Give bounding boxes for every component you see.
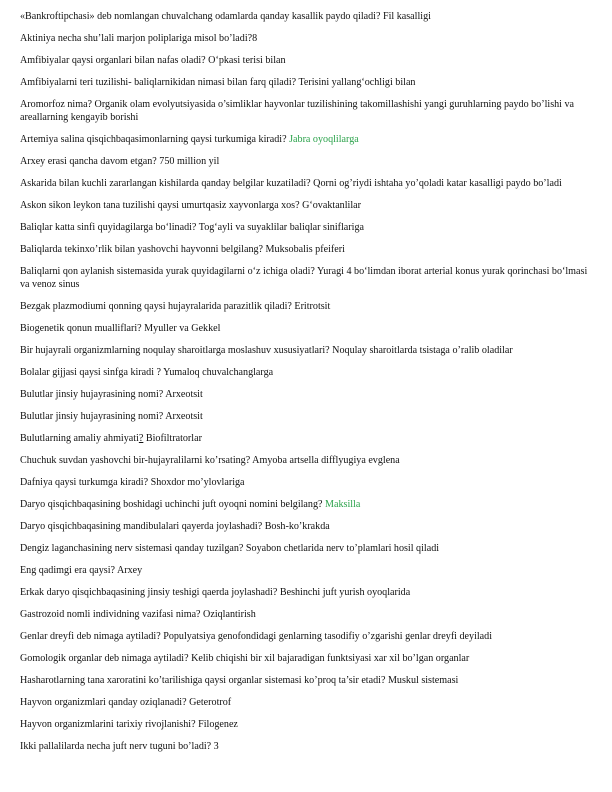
qa-item (20, 54, 592, 67)
qa-item (20, 718, 592, 731)
qa-item (20, 199, 592, 212)
qa-text: Baliqlarda tekinxo’rlik bilan yashovchi hayvonni belgilang? Muksobalis pfeiferi (20, 244, 345, 255)
qa-item (20, 674, 592, 687)
qa-text: Askon sikon leykon tana tuzilishi qaysi umurtqasiz xayvonlarga xos? G‘ovaktanlilar (20, 200, 361, 211)
qa-text: Baliqlar katta sinfi quyidagilarga bo‘linadi? Tog‘ayli va suyaklilar baliqlar siniflariga (20, 222, 364, 233)
qa-item (20, 98, 592, 124)
qa-item (20, 155, 592, 168)
qa-item (20, 608, 592, 621)
qa-item (20, 300, 592, 313)
qa-item (20, 586, 592, 599)
qa-item (20, 32, 592, 45)
qa-text: Bolalar gijjasi qaysi sinfga kiradi ? Yumaloq chuvalchanglarga (20, 367, 274, 378)
qa-text: Arxey erasi qancha davom etgan? 750 million yil (20, 156, 220, 167)
qa-answer-highlighted: Jabra oyoqlilarga (289, 134, 359, 145)
qa-text: Hasharotlarning tana xaroratini ko’tarilishiga qaysi organlar sistemasi ko’proq ta’sir etadi? Muskul sistemasi (20, 675, 459, 686)
qa-item (20, 454, 592, 467)
qa-text: Dengiz laganchasining nerv sistemasi qanday tuzilgan? Soyabon chetlarida nerv to’plamlari hosil qiladi (20, 543, 440, 554)
qa-item (20, 177, 592, 190)
qa-text: Dafniya qaysi turkumga kiradi? Shoxdor mo’ylovlariga (20, 477, 245, 488)
qa-item (20, 652, 592, 665)
qa-item (20, 344, 592, 357)
qa-text: Bulutlarning amaliy ahmiyati (20, 433, 139, 444)
qa-text: Hayvon organizmlari qanday oziqlanadi? Geterotrof (20, 697, 232, 708)
qa-item (20, 133, 592, 146)
qa-text: Ikki pallalilarda necha juft nerv tuguni bo’ladi? 3 (20, 741, 219, 752)
qa-text: Gomologik organlar deb nimaga aytiladi? Kelib chiqishi bir xil bajaradigan funktsiyasi xar xil bo’lgan organlar (20, 653, 470, 664)
qa-text: Daryo qisqichbaqasining boshidagi uchinchi juft oyoqni nomini belgilang? (20, 499, 326, 510)
qa-text: Bir hujayrali organizmlarning noqulay sharoitlarga moslashuv xususiyatlari? Noqulay sharoitlarda tsistaga o’ralib oladilar (20, 345, 513, 356)
qa-text: Amfibiyalar qaysi organlari bilan nafas oladi? O‘pkasi terisi bilan (20, 55, 286, 66)
qa-item (20, 221, 592, 234)
qa-item (20, 696, 592, 709)
qa-text: Artemiya salina qisqichbaqasimonlarning qaysi turkumiga kiradi? (20, 134, 290, 145)
qa-text: Hayvon organizmlarini tarixiy rivojlanishi? Filogenez (20, 719, 238, 730)
qa-item (20, 265, 592, 291)
qa-item (20, 630, 592, 643)
qa-item (20, 322, 592, 335)
qa-answer: Biofiltratorlar (143, 433, 202, 444)
qa-text: Aromorfoz nima? Organik olam evolyutsiyasida o’simliklar hayvonlar tuzilishining takomillashishi yangi guruhlarning paydo bo’lishi va areallarning kengayib borishi (20, 99, 575, 123)
qa-text: Genlar dreyfi deb nimaga aytiladi? Populyatsiya genofondidagi genlarning tasodifiy o’zgarishi genlar dreyfi deyiladi (20, 631, 493, 642)
qa-text: Biogenetik qonun mualliflari? Myuller va Gekkel (20, 323, 221, 334)
qa-item (20, 498, 592, 511)
qa-item (20, 520, 592, 533)
qa-answer-highlighted: Maksilla (325, 499, 361, 510)
qa-item (20, 76, 592, 89)
qa-text: Chuchuk suvdan yashovchi bir-hujayralilarni ko’rsating? Amyoba artsella difflyugiya evglena (20, 455, 400, 466)
qa-item (20, 432, 592, 445)
qa-item (20, 542, 592, 555)
qa-text: Eng qadimgi era qaysi? Arxey (20, 565, 143, 576)
qa-text: Bezgak plazmodiumi qonning qaysi hujayralarida parazitlik qiladi? Eritrotsit (20, 301, 331, 312)
qa-text: Daryo qisqichbaqasining mandibulalari qayerda joylashadi? Bosh-ko’krakda (20, 521, 330, 532)
qa-text: Askarida bilan kuchli zararlangan kishilarda qanday belgilar kuzatiladi? Qorni og’riydi ishtaha yo’qoladi katar kasalligi paydo bo’ladi (20, 178, 562, 189)
qa-item (20, 243, 592, 256)
qa-item (20, 564, 592, 577)
qa-text: Bulutlar jinsiy hujayrasining nomi? Arxeotsit (20, 411, 203, 422)
qa-text: Amfibiyalarni teri tuzilishi- baliqlarnikidan nimasi bilan farq qiladi? Terisini yallang‘ochligi bilan (20, 77, 416, 88)
qa-text: «Bankroftipchasi» deb nomlangan chuvalchang odamlarda qanday kasallik paydo qiladi? Fil kasalligi (20, 11, 431, 22)
qa-text: Aktiniya necha shu’lali marjon poliplariga misol bo’ladi?8 (20, 33, 258, 44)
qa-item (20, 410, 592, 423)
qa-text: Erkak daryo qisqichbaqasining jinsiy teshigi qaerda joylashadi? Beshinchi juft yurish oyoqlarida (20, 587, 411, 598)
qa-item (20, 388, 592, 401)
qa-text: Gastrozoid nomli individning vazifasi nima? Oziqlantirish (20, 609, 256, 620)
qa-item (20, 740, 592, 753)
qa-text: Baliqlarni qon aylanish sistemasida yurak quyidagilarni o‘z ichiga oladi? Yuragi 4 bo‘limdan iborat arterial konus yurak qorinchasi bo‘lmasi va venoz sinus (20, 266, 588, 290)
qa-item (20, 366, 592, 379)
qa-item (20, 476, 592, 489)
qa-item (20, 10, 592, 23)
qa-text: Bulutlar jinsiy hujayrasining nomi? Arxeotsit (20, 389, 203, 400)
qa-underlined-mark: ? (138, 433, 144, 444)
